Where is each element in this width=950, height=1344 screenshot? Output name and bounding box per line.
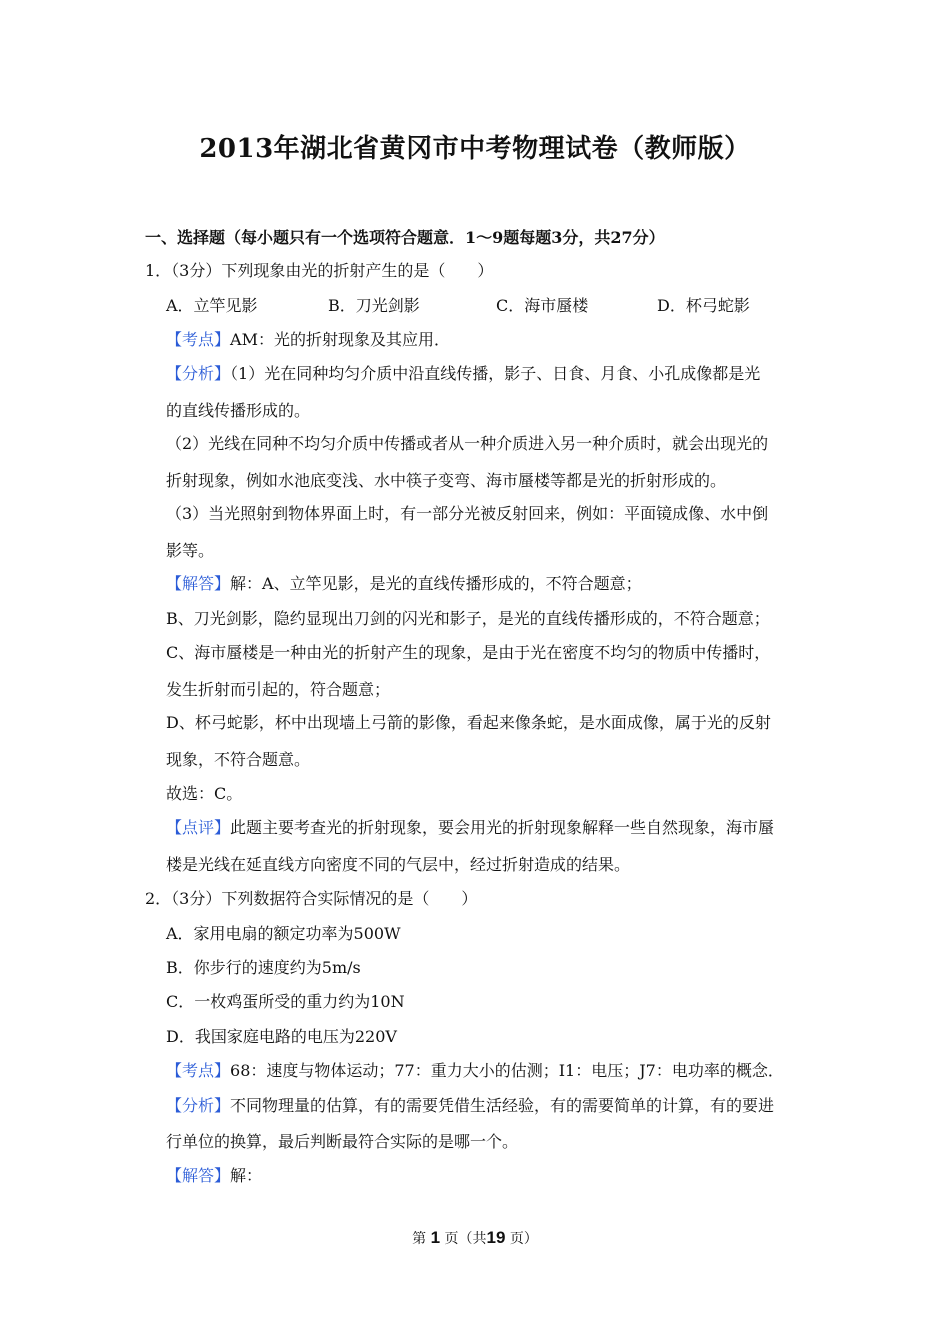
q1-option-a: A．立竿见影	[166, 296, 258, 315]
q2-option-c: C．一枚鸡蛋所受的重力约为10N	[166, 992, 405, 1011]
page-title: 2013年湖北省黄冈市中考物理试卷（教师版）	[199, 134, 751, 164]
q2-option-d: D．我国家庭电路的电压为220V	[166, 1027, 397, 1046]
q1-kaodian	[166, 330, 450, 350]
q1-jieda-line-3: C、海市蜃楼是一种由光的折射产生的现象，是由于光在密度不均匀的物质中传播时，	[166, 643, 771, 662]
q1-fenxi-line-2: 的直线传播形成的。	[166, 401, 311, 420]
q1-jieda-text-1: 解：A、立竿见影，是光的直线传播形成的，不符合题意；	[230, 574, 642, 593]
q2-fenxi-line-1	[166, 1096, 774, 1116]
q1-dianping-text-1: 此题主要考查光的折射现象，要会用光的折射现象解释一些自然现象，海市蜃	[230, 818, 775, 837]
footer-page-number: 1	[430, 1228, 441, 1247]
question-1-options	[0, 296, 950, 316]
q2-jieda-text-1: 解：	[230, 1166, 263, 1185]
q2-kaodian-text: 68：速度与物体运动；77：重力大小的估测；I1：电压；J7：电功率的概念．	[230, 1061, 784, 1080]
q1-fenxi-text-1: （1）光在同种均匀介质中沿直线传播，影子、日食、月食、小孔成像都是光	[230, 364, 761, 383]
q2-option-a: A．家用电扇的额定功率为500W	[166, 924, 401, 943]
q2-kaodian-tag: 【考点】	[166, 1061, 231, 1080]
q2-fenxi-text-1: 不同物理量的估算，有的需要凭借生活经验，有的需要简单的计算，有的要进	[230, 1096, 775, 1115]
question-2-stem: 2．（3分）下列数据符合实际情况的是（ ）	[145, 889, 478, 908]
q2-jieda-line-1	[166, 1166, 262, 1186]
q1-kaodian-tag: 【考点】	[166, 330, 231, 349]
q1-jieda-line-6: 现象，不符合题意。	[166, 750, 311, 769]
q1-fenxi-line-5: （3）当光照射到物体界面上时，有一部分光被反射回来，例如：平面镜成像、水中倒	[166, 504, 769, 523]
q1-kaodian-text: AM：光的折射现象及其应用．	[230, 330, 450, 349]
q1-jieda-line-4: 发生折射而引起的，符合题意；	[166, 680, 391, 699]
q2-kaodian	[166, 1061, 784, 1081]
q1-jieda-line-2: B、刀光剑影，隐约显现出刀剑的闪光和影子，是光的直线传播形成的，不符合题意；	[166, 609, 770, 628]
q1-jieda-tag: 【解答】	[166, 574, 231, 593]
footer-prefix: 第	[412, 1231, 427, 1247]
q1-fenxi-line-3: （2）光线在同种不均匀介质中传播或者从一种介质进入另一种介质时，就会出现光的	[166, 434, 769, 453]
q1-jieda-line-7: 故选：C。	[166, 784, 243, 803]
q1-option-b: B．刀光剑影	[328, 296, 420, 315]
q1-option-c: C．海市蜃楼	[496, 296, 589, 315]
footer-suffix: 页）	[509, 1231, 538, 1247]
section-heading: 一、选择题（每小题只有一个选项符合题意．1～9题每题3分，共27分）	[145, 228, 665, 247]
q1-dianping-line-1	[166, 818, 774, 838]
footer-total-pages: 19	[486, 1228, 506, 1247]
q2-fenxi-line-2: 行单位的换算，最后判断最符合实际的是哪一个。	[166, 1132, 519, 1151]
footer-middle: 页（共	[444, 1231, 487, 1247]
q1-fenxi-tag: 【分析】	[166, 364, 231, 383]
q1-dianping-tag: 【点评】	[166, 818, 231, 837]
q1-jieda-line-5: D、杯弓蛇影，杯中出现墙上弓箭的影像，看起来像条蛇，是水面成像，属于光的反射	[166, 713, 771, 732]
q2-option-b: B．你步行的速度约为5m/s	[166, 958, 361, 977]
q1-option-d: D．杯弓蛇影	[657, 296, 750, 315]
q1-dianping-line-2: 楼是光线在延直线方向密度不同的气层中，经过折射造成的结果。	[166, 855, 631, 874]
q1-fenxi-line-1	[166, 364, 760, 384]
page-footer	[0, 1228, 950, 1248]
q1-fenxi-line-4: 折射现象，例如水池底变浅、水中筷子变弯、海市蜃楼等都是光的折射形成的。	[166, 471, 727, 490]
q2-jieda-tag: 【解答】	[166, 1166, 231, 1185]
question-1-stem: 1．（3分）下列现象由光的折射产生的是（ ）	[145, 261, 494, 280]
q1-jieda-line-1	[166, 574, 642, 594]
q1-fenxi-line-6: 影等。	[166, 541, 215, 560]
q2-fenxi-tag: 【分析】	[166, 1096, 231, 1115]
